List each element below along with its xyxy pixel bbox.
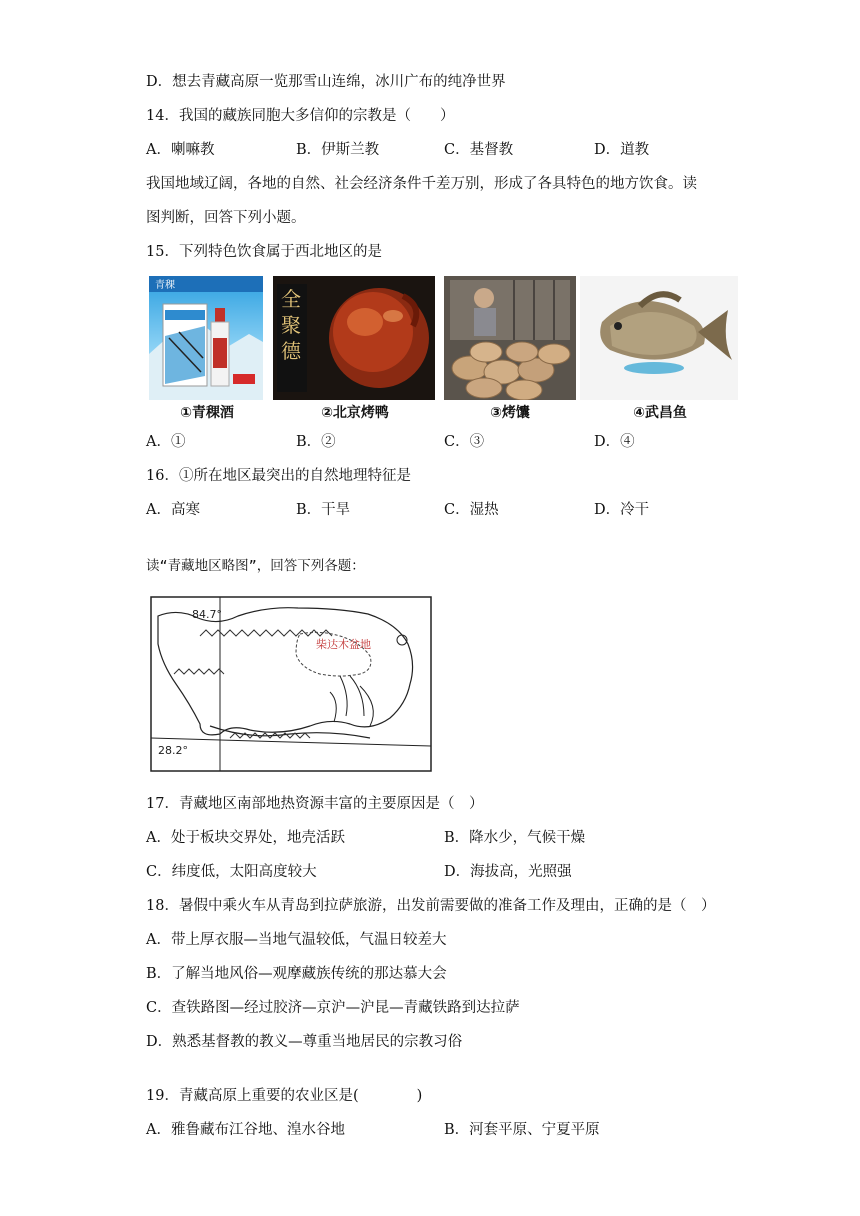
q19-option-a: A．雅鲁藏布江谷地、湟水谷地 [146, 1122, 345, 1138]
q19-stem: 19．青藏高原上重要的农业区是( ) [146, 1088, 423, 1104]
map-lat-bottom: 28.2° [158, 744, 188, 757]
q17-option-a: A．处于板块交界处，地壳活跃 [146, 830, 345, 846]
q18-option-a: A．带上厚衣服—当地气温较低，气温日较差大 [146, 932, 447, 948]
intro-15-line1: 我国地域辽阔，各地的自然、社会经济条件千差万别，形成了各具特色的地方饮食。读 [146, 176, 697, 192]
caption-wuchang-fish: ④武昌鱼 [633, 405, 687, 421]
caption-qingke-liquor: ①青稞酒 [180, 405, 234, 421]
q14-option-b: B．伊斯兰教 [296, 142, 380, 158]
q15-option-a: A．① [146, 434, 186, 450]
food-images [146, 276, 738, 422]
q15-option-d: D．④ [594, 434, 635, 450]
qingke-brand-text: 青稞 [155, 280, 175, 291]
q15-option-b: B．② [296, 434, 336, 450]
intro-17: 读“青藏地区略图”，回答下列各题： [146, 558, 365, 574]
intro-15-line2: 图判断，回答下列小题。 [146, 210, 306, 226]
peking-duck-image [273, 276, 435, 400]
q14-option-d: D．道教 [594, 142, 650, 158]
q18-stem: 18．暑假中乘火车从青岛到拉萨旅游，出发前需要做的准备工作及理由，正确的是（ ） [146, 898, 716, 914]
q18-option-b: B．了解当地风俗—观摩藏族传统的那达慕大会 [146, 966, 447, 982]
q17-option-d: D．海拔高，光照强 [444, 864, 572, 880]
q16-option-a: A．高寒 [146, 502, 200, 518]
q14-option-c: C．基督教 [444, 142, 514, 158]
qingke-liquor-image [149, 276, 263, 400]
quanjude-char-3: 德 [281, 339, 301, 363]
q18-option-c: C．查铁路图—经过胶济—京沪—沪昆—青藏铁路到达拉萨 [146, 1000, 520, 1016]
q15-stem: 15．下列特色饮食属于西北地区的是 [146, 244, 382, 260]
q13-option-d: D．想去青藏高原一览那雪山连绵，冰川广布的纯净世界 [146, 74, 506, 90]
map-lat-top: 84.7° [192, 608, 222, 621]
q16-option-c: C．湿热 [444, 502, 499, 518]
q16-option-b: B．干旱 [296, 502, 351, 518]
q16-option-d: D．冷干 [594, 502, 650, 518]
caption-peking-duck: ②北京烤鸭 [321, 405, 389, 421]
q16-stem: 16．①所在地区最突出的自然地理特征是 [146, 468, 411, 484]
q19-option-b: B．河套平原、宁夏平原 [444, 1122, 600, 1138]
q17-option-b: B．降水少，气候干燥 [444, 830, 586, 846]
map-basin-label: 柴达木盆地 [316, 638, 371, 651]
q15-option-c: C．③ [444, 434, 485, 450]
q14-option-a: A．喇嘛教 [146, 142, 215, 158]
quanjude-char-1: 全 [281, 287, 301, 311]
q14-stem: 14．我国的藏族同胞大多信仰的宗教是（ ） [146, 108, 455, 124]
q18-option-d: D．熟悉基督教的教义—尊重当地居民的宗教习俗 [146, 1034, 463, 1050]
quanjude-char-2: 聚 [281, 313, 301, 337]
naan-image [444, 276, 576, 400]
qinghai-tibet-map [150, 596, 432, 772]
q17-option-c: C．纬度低，太阳高度较大 [146, 864, 317, 880]
caption-naan: ③烤馕 [490, 405, 530, 421]
q17-stem: 17．青藏地区南部地热资源丰富的主要原因是（ ） [146, 796, 484, 812]
wuchang-fish-image [580, 276, 738, 400]
